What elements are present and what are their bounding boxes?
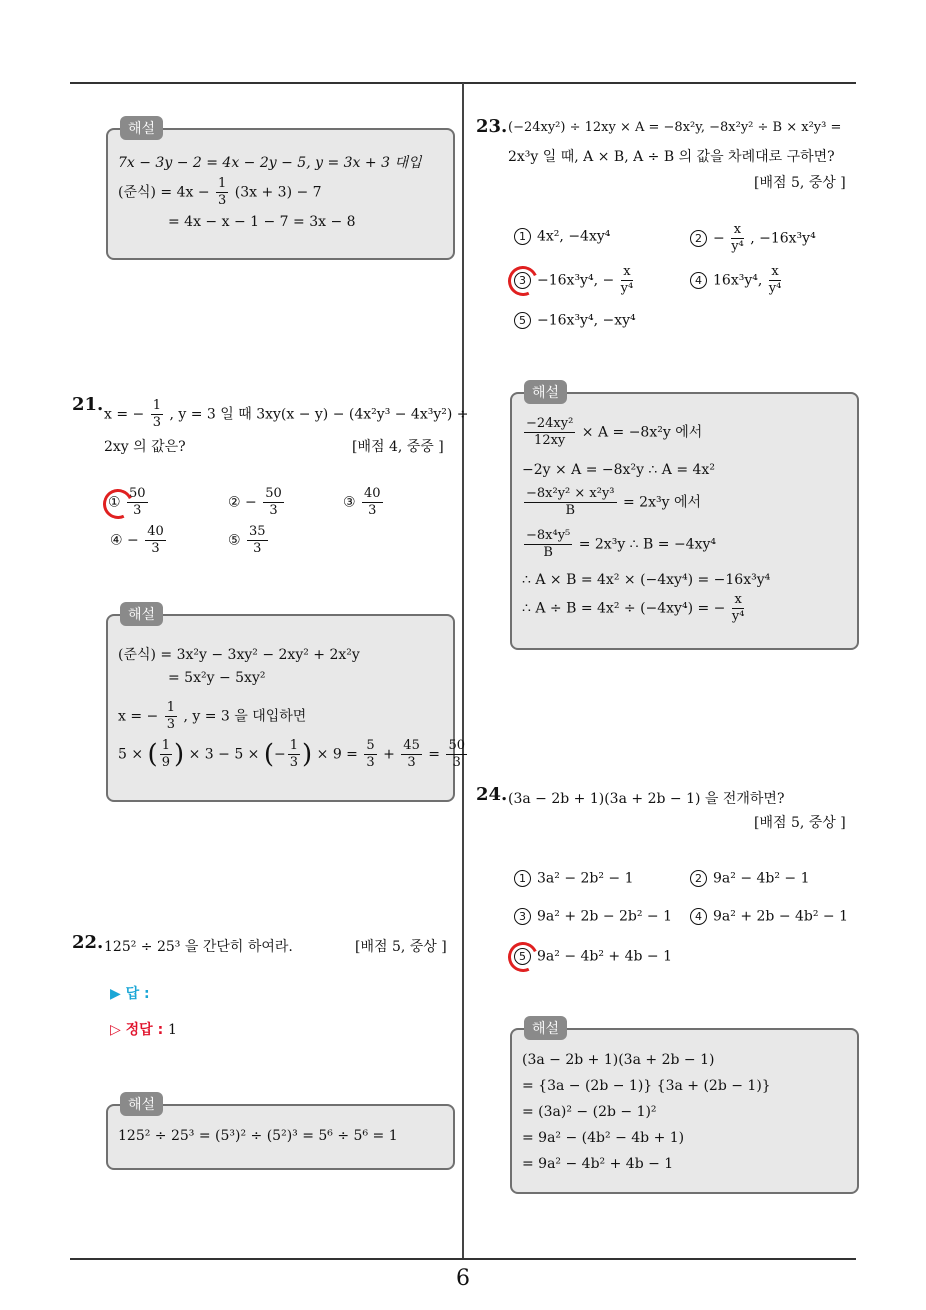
q23-number: 23. bbox=[476, 116, 508, 137]
solution-tag: 해설 bbox=[120, 116, 163, 140]
q24-sol-line-1: (3a − 2b + 1)(3a + 2b − 1) bbox=[522, 1052, 715, 1068]
q23-option-4[interactable]: 4 16x³y⁴, $\frac{x}{\text{y⁴}}$ bbox=[690, 264, 783, 297]
q23-sol-line-5: ∴ A × B = 4x² × (−4xy⁴) = −16x³y⁴ bbox=[522, 572, 771, 588]
q23-sol-line-2: −2y × A = −8x²y ∴ A = 4x² bbox=[522, 462, 715, 478]
q24-sol-line-5: = 9a² − 4b² + 4b − 1 bbox=[522, 1156, 674, 1172]
q21-option-2[interactable]: ② − $\frac{50}{3}$ bbox=[228, 486, 282, 518]
q21-sol-line-3: x = − $\frac{1}{3}$ , y = 3 을 대입하면 bbox=[118, 700, 307, 732]
q23-option-2[interactable]: 2 − $\frac{x}{\text{y⁴}}$ , −16x³y⁴ bbox=[690, 222, 816, 255]
q23-line-1: (−24xy²) ÷ 12xy × A = −8x²y, −8x²y² ÷ B × x²y³ = bbox=[508, 120, 842, 135]
q23-meta: [배점 5, 중상 ] bbox=[754, 175, 846, 191]
bottom-rule bbox=[70, 1258, 856, 1260]
q23-solution-box bbox=[510, 385, 859, 650]
q24-sol-line-3: = (3a)² − (2b − 1)² bbox=[522, 1104, 657, 1120]
q20-line-2: (준식) = 4x − $\frac{1}{3}$ (3x + 3) − 7 bbox=[118, 176, 322, 208]
q22-meta: [배점 5, 중상 ] bbox=[355, 939, 447, 955]
q23-line-2: 2x³y 일 때, A × B, A ÷ B 의 값을 차례대로 구하면? bbox=[508, 149, 835, 165]
q23-sol-line-6: ∴ A ÷ B = 4x² ÷ (−4xy⁴) = − $\frac{x}{\text{y⁴}}$ bbox=[522, 592, 745, 624]
q24-meta: [배점 5, 중상 ] bbox=[754, 815, 846, 831]
q23-sol-line-4: $\frac{\text{−8x⁴y⁵}}{B}$ = 2x³y ∴ B = −4xy⁴ bbox=[526, 528, 717, 560]
solution-tag: 해설 bbox=[120, 602, 163, 626]
q23-option-5[interactable]: 5 −16x³y⁴, −xy⁴ bbox=[514, 312, 636, 329]
q20-solution-box bbox=[106, 121, 455, 260]
q21-solution-box bbox=[106, 607, 466, 802]
page-number: 6 bbox=[456, 1266, 470, 1291]
q21-sol-line-4: 5 × ( $\frac{1}{9}$ ) × 3 − 5 × (− $\frac{1}{3}$ ) × 9 = $\frac{5}{3}$ + $\frac{45}{3}$ = $\frac{50}{3}$ bbox=[118, 738, 466, 770]
q23-sol-line-3: $\frac{\text{−8x²y² × x²y³}}{B}$ = 2x³y 에서 bbox=[526, 486, 701, 518]
q24-sol-line-4: = 9a² − (4b² − 4b + 1) bbox=[522, 1130, 685, 1146]
q22-answer-label: ▶ 답 : bbox=[110, 986, 150, 1002]
q24-sol-line-2: = {3a − (2b − 1)} {3a + (2b − 1)} bbox=[522, 1078, 771, 1094]
q21-option-5[interactable]: ⑤ $\frac{35}{3}$ bbox=[228, 524, 266, 556]
q20-line-1: 7x − 3y − 2 = 4x − 2y − 5, y = 3x + 3 대입 bbox=[118, 155, 422, 171]
q21-sol-line-1: (준식) = 3x²y − 3xy² − 2xy² + 2x²y bbox=[118, 647, 360, 663]
q21-option-3[interactable]: ③ $\frac{40}{3}$ bbox=[343, 486, 381, 518]
q24-option-5[interactable]: 5 9a² − 4b² + 4b − 1 bbox=[514, 948, 672, 965]
q23-sol-line-1: $\frac{\text{−24xy²}}{12xy}$ × A = −8x²y 에서 bbox=[526, 416, 703, 448]
q24-solution-box bbox=[510, 1021, 859, 1194]
q21-number: 21. bbox=[72, 394, 104, 415]
q24-option-3[interactable]: 3 9a² + 2b − 2b² − 1 bbox=[514, 908, 672, 925]
q24-option-2[interactable]: 2 9a² − 4b² − 1 bbox=[690, 870, 810, 887]
q24-text: (3a − 2b + 1)(3a + 2b − 1) 을 전개하면? bbox=[508, 791, 785, 807]
q24-option-4[interactable]: 4 9a² + 2b − 4b² − 1 bbox=[690, 908, 848, 925]
q21-option-1[interactable]: ① $\frac{50}{3}$ bbox=[108, 486, 146, 518]
q23-option-3[interactable]: 3 −16x³y⁴, − $\frac{x}{\text{y⁴}}$ bbox=[514, 264, 635, 297]
q21-meta: [배점 4, 중중 ] bbox=[352, 439, 444, 455]
q21-line-1: x = − $\frac{1}{3}$ , y = 3 일 때 3xy(x − y) − (4x²y³ − 4x³y²) ÷ bbox=[104, 398, 469, 430]
q22-sol-line-1: 125² ÷ 25³ = (5³)² ÷ (5²)³ = 5⁶ ÷ 5⁶ = 1 bbox=[118, 1128, 398, 1144]
q21-option-4[interactable]: ④ − $\frac{40}{3}$ bbox=[110, 524, 164, 556]
q22-text: 125² ÷ 25³ 을 간단히 하여라. bbox=[104, 939, 293, 955]
q23-option-1[interactable]: 1 4x², −4xy⁴ bbox=[514, 228, 610, 245]
q21-line-2: 2xy 의 값은? bbox=[104, 439, 186, 455]
q24-number: 24. bbox=[476, 784, 508, 805]
q22-correct-label: ▷ 정답 : 1 bbox=[110, 1022, 177, 1038]
q24-answer-mark bbox=[504, 938, 542, 976]
q22-solution-box bbox=[106, 1097, 455, 1170]
q20-line-3: = 4x − x − 1 − 7 = 3x − 8 bbox=[168, 214, 356, 230]
solution-tag: 해설 bbox=[524, 1016, 567, 1040]
column-divider bbox=[462, 83, 464, 1259]
q21-sol-line-2: = 5x²y − 5xy² bbox=[168, 670, 266, 686]
q24-option-1[interactable]: 1 3a² − 2b² − 1 bbox=[514, 870, 634, 887]
solution-tag: 해설 bbox=[524, 380, 567, 404]
solution-tag: 해설 bbox=[120, 1092, 163, 1116]
q22-number: 22. bbox=[72, 932, 104, 953]
